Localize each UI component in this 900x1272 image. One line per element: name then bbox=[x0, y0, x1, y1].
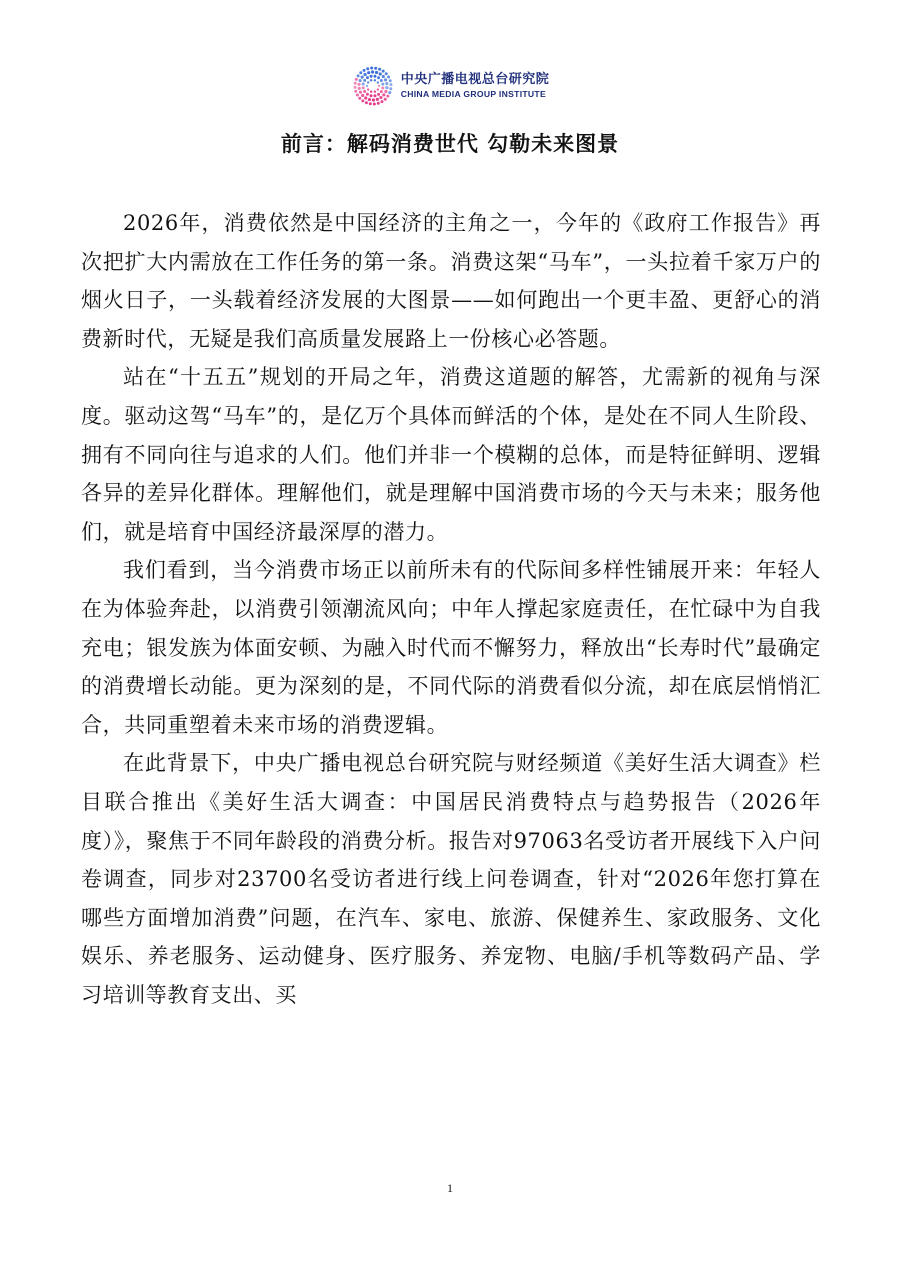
logo-dot bbox=[376, 88, 378, 90]
logo-dot bbox=[359, 71, 362, 74]
logo-dot bbox=[366, 76, 369, 79]
logo-dot bbox=[368, 98, 371, 101]
page-number: 1 bbox=[447, 1181, 453, 1195]
logo-dot bbox=[382, 93, 385, 96]
org-name-cn: 中央广播电视总台研究院 bbox=[400, 72, 550, 88]
logo-dot bbox=[373, 75, 376, 78]
paragraph: 站在“十五五”规划的开局之年，消费这道题的解答，尤需新的视角与深度。驱动这驾“马车”的，是亿万个具体而鲜活的个体，是处在不同人生阶段、拥有不同向往与追求的人们。他们并非一个模糊的总体，而是特征鲜明、逻辑各异的差异化群体。理解他们，就是理解中国消费市场的今天与未来；服务他们，就是培育中国经济最深厚的潜力。 bbox=[81, 365, 821, 544]
logo-dot bbox=[377, 76, 380, 79]
logo-dot bbox=[366, 85, 368, 87]
logo-dot bbox=[372, 98, 375, 101]
logo-dot bbox=[389, 87, 392, 90]
logo-dot bbox=[354, 78, 357, 81]
logo-dot bbox=[363, 73, 366, 76]
logo-dot bbox=[388, 91, 391, 94]
logo-dot bbox=[378, 85, 380, 87]
logo-dot bbox=[357, 83, 360, 86]
logo-dot bbox=[373, 102, 376, 105]
logo-dot bbox=[380, 79, 383, 82]
logo-dot bbox=[381, 83, 384, 86]
logo-dot bbox=[358, 79, 361, 82]
logo-dot bbox=[367, 71, 370, 74]
logo-dot bbox=[353, 82, 356, 85]
logo-dot bbox=[376, 81, 378, 83]
logo-dot bbox=[381, 86, 384, 89]
logo-dot bbox=[356, 74, 359, 77]
logo-dot bbox=[377, 102, 380, 105]
logo-dot bbox=[385, 82, 388, 85]
logo-dot bbox=[367, 81, 369, 83]
logo-dot bbox=[360, 76, 363, 79]
logo-dot bbox=[359, 91, 362, 94]
logo-dot bbox=[377, 93, 380, 96]
radial-dots-logo-icon bbox=[351, 64, 395, 108]
logo-dot bbox=[366, 67, 369, 70]
paragraph: 在此背景下，中央广播电视总台研究院与财经频道《美好生活大调查》栏目联合推出《美好生活大调查：中国居民消费特点与趋势报告（2026年度）》，聚焦于不同年龄段的消费分析。报告对97063名受访者开展线下入户问卷调查，同步对23700名受访者进行线上问卷调查，针对“2026年您打算在哪些方面增加消费”问题，在汽车、家电、旅游、保健养生、家政服务、文化娱乐、养老服务、运动健身、医疗服务、养宠物、电脑/手机等数码产品、学习培训等教育支出、买 bbox=[81, 751, 822, 1007]
logo-dot bbox=[375, 71, 378, 74]
logo-dot bbox=[384, 78, 387, 81]
logo-dot bbox=[386, 95, 389, 98]
logo-dot bbox=[380, 100, 383, 103]
logo-dot bbox=[370, 79, 372, 81]
logo-dot bbox=[384, 72, 387, 75]
logo-dot bbox=[358, 97, 361, 100]
page-header bbox=[0, 64, 900, 108]
institute-logo bbox=[351, 64, 550, 108]
logo-dot bbox=[361, 86, 364, 89]
logo-dot bbox=[353, 86, 356, 89]
paragraph: 2026年，消费依然是中国经济的主角之一，今年的《政府工作报告》再次把扩大内需放在工作任务的第一条。消费这架“马车”，一头拉着千家万户的烟火日子，一头载着经济发展的大图景——如何跑出一个更丰盈、更舒心的消费新时代，无疑是我们高质量发展路上一份核心必答题。 bbox=[81, 211, 821, 351]
logo-dot bbox=[373, 91, 375, 93]
logo-dot bbox=[374, 67, 377, 70]
logo-dot bbox=[375, 98, 378, 101]
document-body bbox=[81, 204, 821, 1014]
logo-dot bbox=[361, 99, 364, 102]
logo-dot bbox=[381, 70, 384, 73]
logo-dot bbox=[370, 91, 372, 93]
logo-dot bbox=[363, 79, 366, 82]
logo-dot bbox=[362, 69, 365, 72]
logo-dot bbox=[378, 72, 381, 75]
paragraph: 我们看到，当今消费市场正以前所未有的代际间多样性铺展开来：年轻人在为体验奔赴，以消费引领潮流风向；中年人撑起家庭责任，在忙碌中为自我充电；银发族为体面安顿、为融入时代而不懈努力，释放出“长寿时代”最确定的消费增长动能。更为深刻的是，不同代际的消费看似分流，却在底层悄悄汇合，共同重塑着未来市场的消费逻辑。 bbox=[81, 558, 821, 737]
logo-dot bbox=[385, 86, 388, 89]
logo-dot bbox=[388, 79, 391, 82]
logo-text bbox=[401, 73, 550, 99]
logo-dot bbox=[389, 83, 392, 86]
logo-dot bbox=[383, 98, 386, 101]
logo-dot bbox=[367, 88, 369, 90]
logo-dot bbox=[370, 67, 373, 70]
logo-dot bbox=[369, 75, 372, 78]
logo-dot bbox=[357, 87, 360, 90]
logo-dot bbox=[369, 94, 372, 97]
logo-dot bbox=[380, 90, 383, 93]
logo-dot bbox=[366, 93, 369, 96]
logo-dot bbox=[371, 70, 374, 73]
page-title: 前言：解码消费世代 勾勒未来图景 bbox=[280, 132, 620, 156]
logo-dot bbox=[373, 94, 376, 97]
logo-dot bbox=[378, 68, 381, 71]
logo-dot bbox=[356, 93, 359, 96]
org-name-en: CHINA MEDIA GROUP INSTITUTE bbox=[400, 89, 547, 100]
logo-dot bbox=[365, 101, 368, 104]
logo-dot bbox=[384, 90, 387, 93]
logo-dot bbox=[363, 90, 366, 93]
logo-dot bbox=[369, 102, 372, 105]
logo-dot bbox=[387, 76, 390, 79]
logo-dot bbox=[379, 96, 382, 99]
logo-dot bbox=[354, 90, 357, 93]
logo-dot bbox=[381, 75, 384, 78]
logo-dot bbox=[361, 83, 364, 86]
logo-dot bbox=[361, 94, 364, 97]
logo-dot bbox=[373, 79, 375, 81]
logo-dot bbox=[364, 96, 367, 99]
